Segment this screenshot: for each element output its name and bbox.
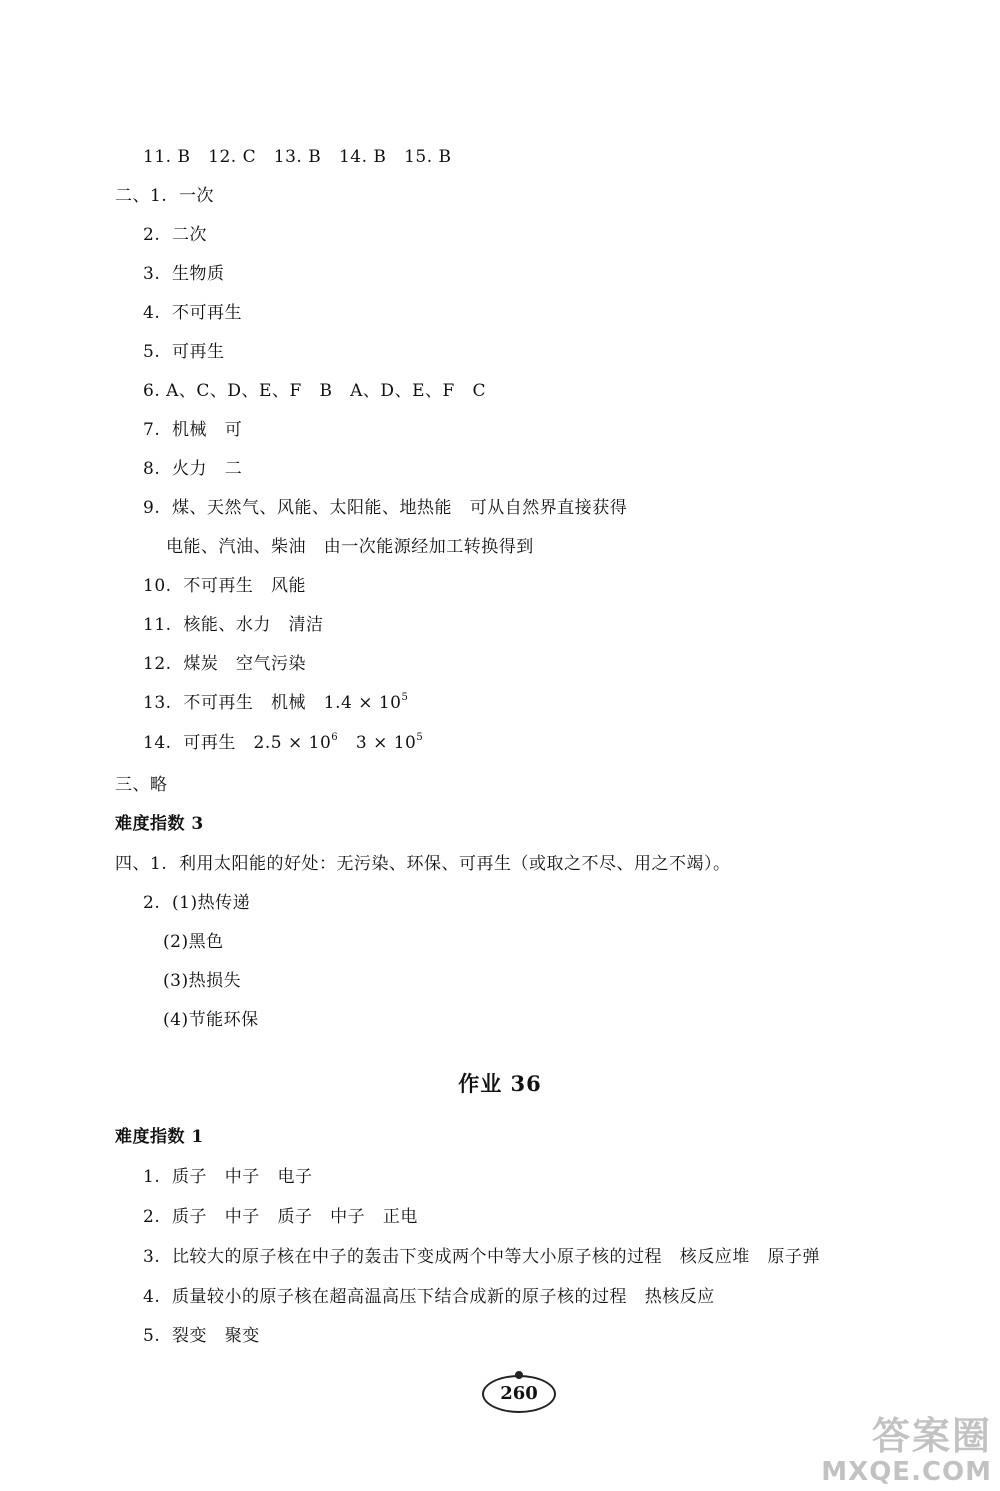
watermark-url: MXQE.COM xyxy=(821,1457,992,1487)
section-four-item-2-sub-3: (3)热损失 xyxy=(163,971,242,991)
item-14-exponent-1: 6 xyxy=(331,732,339,743)
answer-line-11-15: 11. B 12. C 13. B 14. B 15. B xyxy=(143,147,452,167)
homework-title: 作业 36 xyxy=(458,1071,542,1096)
watermark-text: 答案圈 xyxy=(871,1414,992,1458)
hw36-item-2: 2. 质子 中子 质子 中子 正电 xyxy=(143,1207,418,1227)
section-two-item-2: 2. 二次 xyxy=(143,225,208,245)
difficulty-heading-3: 难度指数 3 xyxy=(115,814,204,834)
section-two-item-10: 10. 不可再生 风能 xyxy=(143,576,307,596)
section-two-item-6: 6. A、C、D、E、F B A、D、E、F C xyxy=(143,381,486,401)
section-two-item-5: 5. 可再生 xyxy=(143,342,225,362)
item-14-text-2: 3 × 10 xyxy=(338,733,417,753)
section-two-item-12: 12. 煤炭 空气污染 xyxy=(143,654,307,674)
section-four-item-2: 2. (1)热传递 xyxy=(143,893,251,913)
section-two-item-7: 7. 机械 可 xyxy=(143,420,243,440)
hw36-item-5: 5. 裂变 聚变 xyxy=(143,1326,260,1346)
section-two-item-9: 9. 煤、天然气、风能、太阳能、地热能 可从自然界直接获得 xyxy=(143,498,628,518)
section-four-item-2-sub-2: (2)黑色 xyxy=(163,932,224,952)
item-13-exponent: 5 xyxy=(401,692,409,703)
section-two-item-11: 11. 核能、水力 清洁 xyxy=(143,615,324,635)
page-number: 260 xyxy=(482,1375,556,1413)
hw36-item-1: 1. 质子 中子 电子 xyxy=(143,1167,313,1187)
hw36-item-3: 3. 比较大的原子核在中子的轰击下变成两个中等大小原子核的过程 核反应堆 原子弹 xyxy=(143,1247,820,1267)
item-13-text: 13. 不可再生 机械 1.4 × 10 xyxy=(143,693,402,713)
difficulty-heading-1: 难度指数 1 xyxy=(115,1127,204,1147)
section-two-item-3: 3. 生物质 xyxy=(143,264,225,284)
section-four-item-1: 四、1. 利用太阳能的好处：无污染、环保、可再生（或取之不尽、用之不竭）。 xyxy=(115,854,731,874)
watermark-logo xyxy=(821,1415,992,1487)
section-two-item-4: 4. 不可再生 xyxy=(143,303,243,323)
section-three: 三、略 xyxy=(115,775,168,795)
item-14-text: 14. 可再生 2.5 × 10 xyxy=(143,733,332,753)
section-two-item-14 xyxy=(143,732,423,754)
section-two-item-13 xyxy=(143,692,408,714)
section-two-item-9-continued: 电能、汽油、柴油 由一次能源经加工转换得到 xyxy=(166,537,534,557)
section-two-item-1: 二、1. 一次 xyxy=(115,186,215,206)
hw36-item-4: 4. 质量较小的原子核在超高温高压下结合成新的原子核的过程 热核反应 xyxy=(143,1287,715,1307)
item-14-exponent-2: 5 xyxy=(416,732,424,743)
section-four-item-2-sub-4: (4)节能环保 xyxy=(163,1010,259,1030)
section-two-item-8: 8. 火力 二 xyxy=(143,459,243,479)
